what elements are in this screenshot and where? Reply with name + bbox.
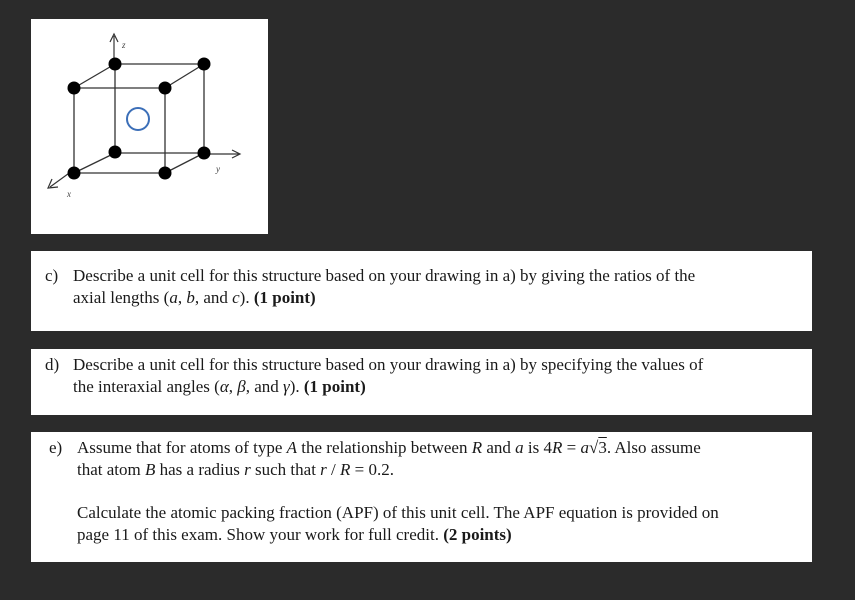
corner-atom <box>198 147 211 160</box>
x-axis-label: x <box>67 189 71 199</box>
text-segment: the relationship between <box>297 438 472 457</box>
var-R: R <box>340 460 351 479</box>
text-segment: = 0.2. <box>350 460 395 479</box>
question-e-line4 <box>77 524 512 546</box>
text-segment: has a radius <box>155 460 245 479</box>
text-segment: ). <box>289 377 304 396</box>
sqrt-radicand: 3 <box>598 438 607 457</box>
corner-atom <box>159 167 172 180</box>
text-segment: , <box>177 288 187 307</box>
corner-atom <box>159 82 172 95</box>
text-segment: that atom <box>77 460 145 479</box>
var-beta: β <box>237 377 246 396</box>
var-R: R <box>471 438 483 457</box>
var-a: a <box>515 438 524 457</box>
text-segment: is 4 <box>523 438 552 457</box>
corner-atom <box>198 58 211 71</box>
text-segment: and <box>482 438 516 457</box>
question-e-points: (2 points) <box>443 525 512 544</box>
text-segment: . Also assume <box>606 438 701 457</box>
text-segment: ). <box>239 288 254 307</box>
var-b: b <box>186 288 195 307</box>
question-d-points: (1 point) <box>303 377 366 396</box>
var-alpha: α <box>219 377 229 396</box>
question-e-line3: Calculate the atomic packing fraction (APF) of this unit cell. The APF equation is provided on <box>77 503 719 522</box>
question-e-label: e) <box>49 438 63 457</box>
corner-atom <box>68 82 81 95</box>
text-segment: page 11 of this exam. Show your work for full credit. <box>77 525 444 544</box>
var-A: A <box>286 438 298 457</box>
var-R: R <box>551 438 563 457</box>
corner-atom <box>109 58 122 71</box>
text-segment: the interaxial angles ( <box>73 377 220 396</box>
question-e <box>31 432 812 562</box>
text-segment: , and <box>245 377 284 396</box>
y-axis-label: y <box>216 164 220 174</box>
corner-atom <box>109 146 122 159</box>
question-c <box>31 251 812 331</box>
text-segment: , and <box>194 288 233 307</box>
question-d-label: d) <box>45 355 60 374</box>
var-a: a <box>580 438 589 457</box>
unit-cell-diagram <box>31 19 268 234</box>
center-atom <box>127 108 149 130</box>
question-c-line2 <box>73 287 316 309</box>
unit-cell-figure <box>31 19 268 234</box>
question-e-line2 <box>77 459 394 481</box>
text-segment: , <box>228 377 238 396</box>
text-segment: = <box>562 438 581 457</box>
text-segment: axial lengths ( <box>73 288 170 307</box>
text-segment: Assume that for atoms of type <box>77 438 287 457</box>
question-d-line1: Describe a unit cell for this structure based on your drawing in a) by specifying the values of <box>73 355 704 374</box>
question-e-line1 <box>77 437 701 459</box>
question-c-points: (1 point) <box>253 288 316 307</box>
corner-atom <box>68 167 81 180</box>
question-c-line1: Describe a unit cell for this structure based on your drawing in a) by giving the ratios of the <box>73 266 696 285</box>
sqrt-symbol: √ <box>588 438 599 457</box>
var-B: B <box>144 460 156 479</box>
var-r: r <box>320 460 327 479</box>
var-c: c <box>232 288 240 307</box>
var-gamma: γ <box>283 377 290 396</box>
text-segment: such that <box>250 460 321 479</box>
x-axis-arrow <box>48 179 58 188</box>
question-c-label: c) <box>45 266 59 285</box>
question-d <box>31 349 812 415</box>
text-segment: / <box>326 460 341 479</box>
var-r: r <box>244 460 251 479</box>
z-axis-label: z <box>122 40 126 50</box>
question-d-line2 <box>73 376 366 398</box>
var-a: a <box>169 288 178 307</box>
